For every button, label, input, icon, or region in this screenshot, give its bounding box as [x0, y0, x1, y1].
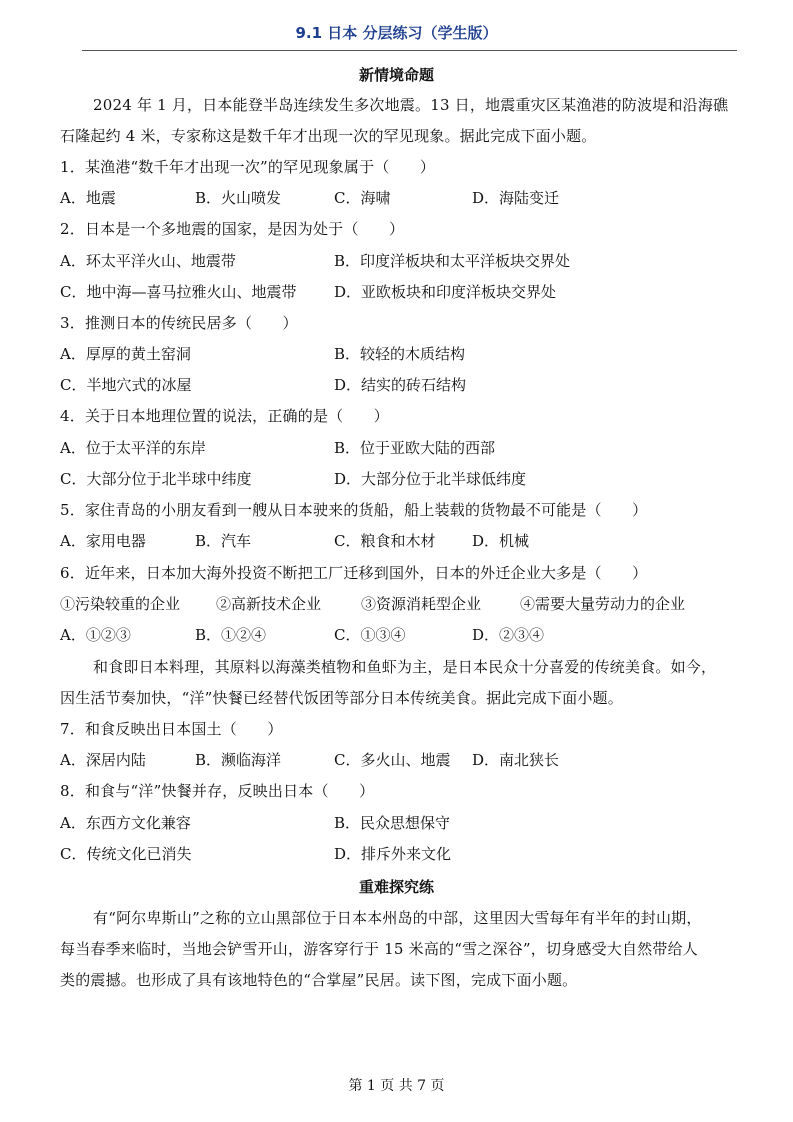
question-8-stem: 8．和食与“洋”快餐并存，反映出日本（ ）: [60, 782, 375, 800]
question-4-stem: 4．关于日本地理位置的说法，正确的是（ ）: [60, 407, 389, 425]
passage-1-line-2: 石隆起约 4 米，专家称这是数千年才出现一次的罕见现象。据此完成下面小题。: [60, 127, 597, 145]
question-4-option-c[interactable]: C．大部分位于北半球中纬度: [60, 470, 252, 488]
question-6-option-c[interactable]: C．①③④: [334, 626, 406, 644]
question-4-option-a[interactable]: A．位于太平洋的东岸: [60, 439, 206, 457]
question-5-option-a[interactable]: A．家用电器: [60, 532, 146, 550]
question-2-option-a[interactable]: A．环太平洋火山、地震带: [60, 252, 236, 270]
question-6-item-3: ③资源消耗型企业: [361, 595, 482, 613]
question-7-option-d[interactable]: D．南北狭长: [472, 751, 560, 769]
question-3-option-d[interactable]: D．结实的砖石结构: [334, 376, 467, 394]
question-3-option-b[interactable]: B．较轻的木质结构: [334, 345, 466, 363]
question-8-option-c[interactable]: C．传统文化已消失: [60, 845, 192, 863]
passage-2-line-1: 和食即日本料理，其原料以海藻类植物和鱼虾为主，是日本民众十分喜爱的传统美食。如今，: [93, 658, 717, 676]
document-header-title: 9.1 日本 分层练习（学生版）: [295, 24, 498, 42]
question-6-stem: 6．近年来，日本加大海外投资不断把工厂迁移到国外，日本的外迁企业大多是（ ）: [60, 564, 648, 582]
page-number-footer: 第 1 页 共 7 页: [348, 1078, 445, 1094]
question-2-option-c[interactable]: C．地中海—喜马拉雅火山、地震带: [60, 283, 297, 301]
question-5-option-c[interactable]: C．粮食和木材: [334, 532, 436, 550]
question-7-stem: 7．和食反映出日本国土（ ）: [60, 720, 283, 738]
question-1-option-a[interactable]: A．地震: [60, 189, 116, 207]
question-1-option-c[interactable]: C．海啸: [334, 189, 391, 207]
question-6-option-d[interactable]: D．②③④: [472, 626, 545, 644]
question-3-option-c[interactable]: C．半地穴式的冰屋: [60, 376, 192, 394]
question-6-item-4: ④需要大量劳动力的企业: [520, 595, 686, 613]
passage-1-line-1: 2024 年 1 月，日本能登半岛连续发生多次地震。13 日，地震重灾区某渔港的防波堤和沿海礁: [93, 96, 729, 114]
question-4-option-b[interactable]: B．位于亚欧大陆的西部: [334, 439, 496, 457]
question-8-option-b[interactable]: B．民众思想保守: [334, 814, 451, 832]
question-6-option-b[interactable]: B．①②④: [195, 626, 267, 644]
question-2-option-d[interactable]: D．亚欧板块和印度洋板块交界处: [334, 283, 557, 301]
question-8-option-a[interactable]: A．东西方文化兼容: [60, 814, 191, 832]
question-1-option-d[interactable]: D．海陆变迁: [472, 189, 560, 207]
question-3-stem: 3．推测日本的传统民居多（ ）: [60, 314, 298, 332]
question-5-stem: 5．家住青岛的小朋友看到一艘从日本驶来的货船，船上装载的货物最不可能是（ ）: [60, 501, 648, 519]
question-5-option-d[interactable]: D．机械: [472, 532, 530, 550]
section-title-key-inquiry: 重难探究练: [358, 878, 434, 896]
question-2-stem: 2．日本是一个多地震的国家，是因为处于（ ）: [60, 220, 405, 238]
passage-3-line-3: 类的震撼。也形成了具有该地特色的“合掌屋”民居。读下图，完成下面小题。: [60, 971, 578, 989]
question-7-option-c[interactable]: C．多火山、地震: [334, 751, 451, 769]
question-5-option-b[interactable]: B．汽车: [195, 532, 252, 550]
question-2-option-b[interactable]: B．印度洋板块和太平洋板块交界处: [334, 252, 571, 270]
header-divider: [82, 50, 737, 51]
question-4-option-d[interactable]: D．大部分位于北半球低纬度: [334, 470, 527, 488]
passage-2-line-2: 因生活节奏加快，“洋”快餐已经替代饭团等部分日本传统美食。据此完成下面小题。: [60, 689, 623, 707]
question-6-item-1: ①污染较重的企业: [60, 595, 181, 613]
question-3-option-a[interactable]: A．厚厚的黄土窑洞: [60, 345, 191, 363]
passage-3-line-1: 有“阿尔卑斯山”之称的立山黑部位于日本本州岛的中部，这里因大雪每年有半年的封山期，: [93, 909, 702, 927]
question-6-option-a[interactable]: A．①②③: [60, 626, 131, 644]
question-1-option-b[interactable]: B．火山喷发: [195, 189, 282, 207]
passage-3-line-2: 每当春季来临时，当地会铲雪开山，游客穿行于 15 米高的“雪之深谷”，切身感受大自然带给人: [60, 940, 698, 958]
question-1-stem: 1．某渔港“数千年才出现一次”的罕见现象属于（ ）: [60, 158, 436, 176]
question-7-option-b[interactable]: B．濒临海洋: [195, 751, 282, 769]
question-6-item-2: ②高新技术企业: [216, 595, 322, 613]
question-7-option-a[interactable]: A．深居内陆: [60, 751, 146, 769]
section-title-new-context: 新情境命题: [358, 66, 434, 84]
question-8-option-d[interactable]: D．排斥外来文化: [334, 845, 452, 863]
